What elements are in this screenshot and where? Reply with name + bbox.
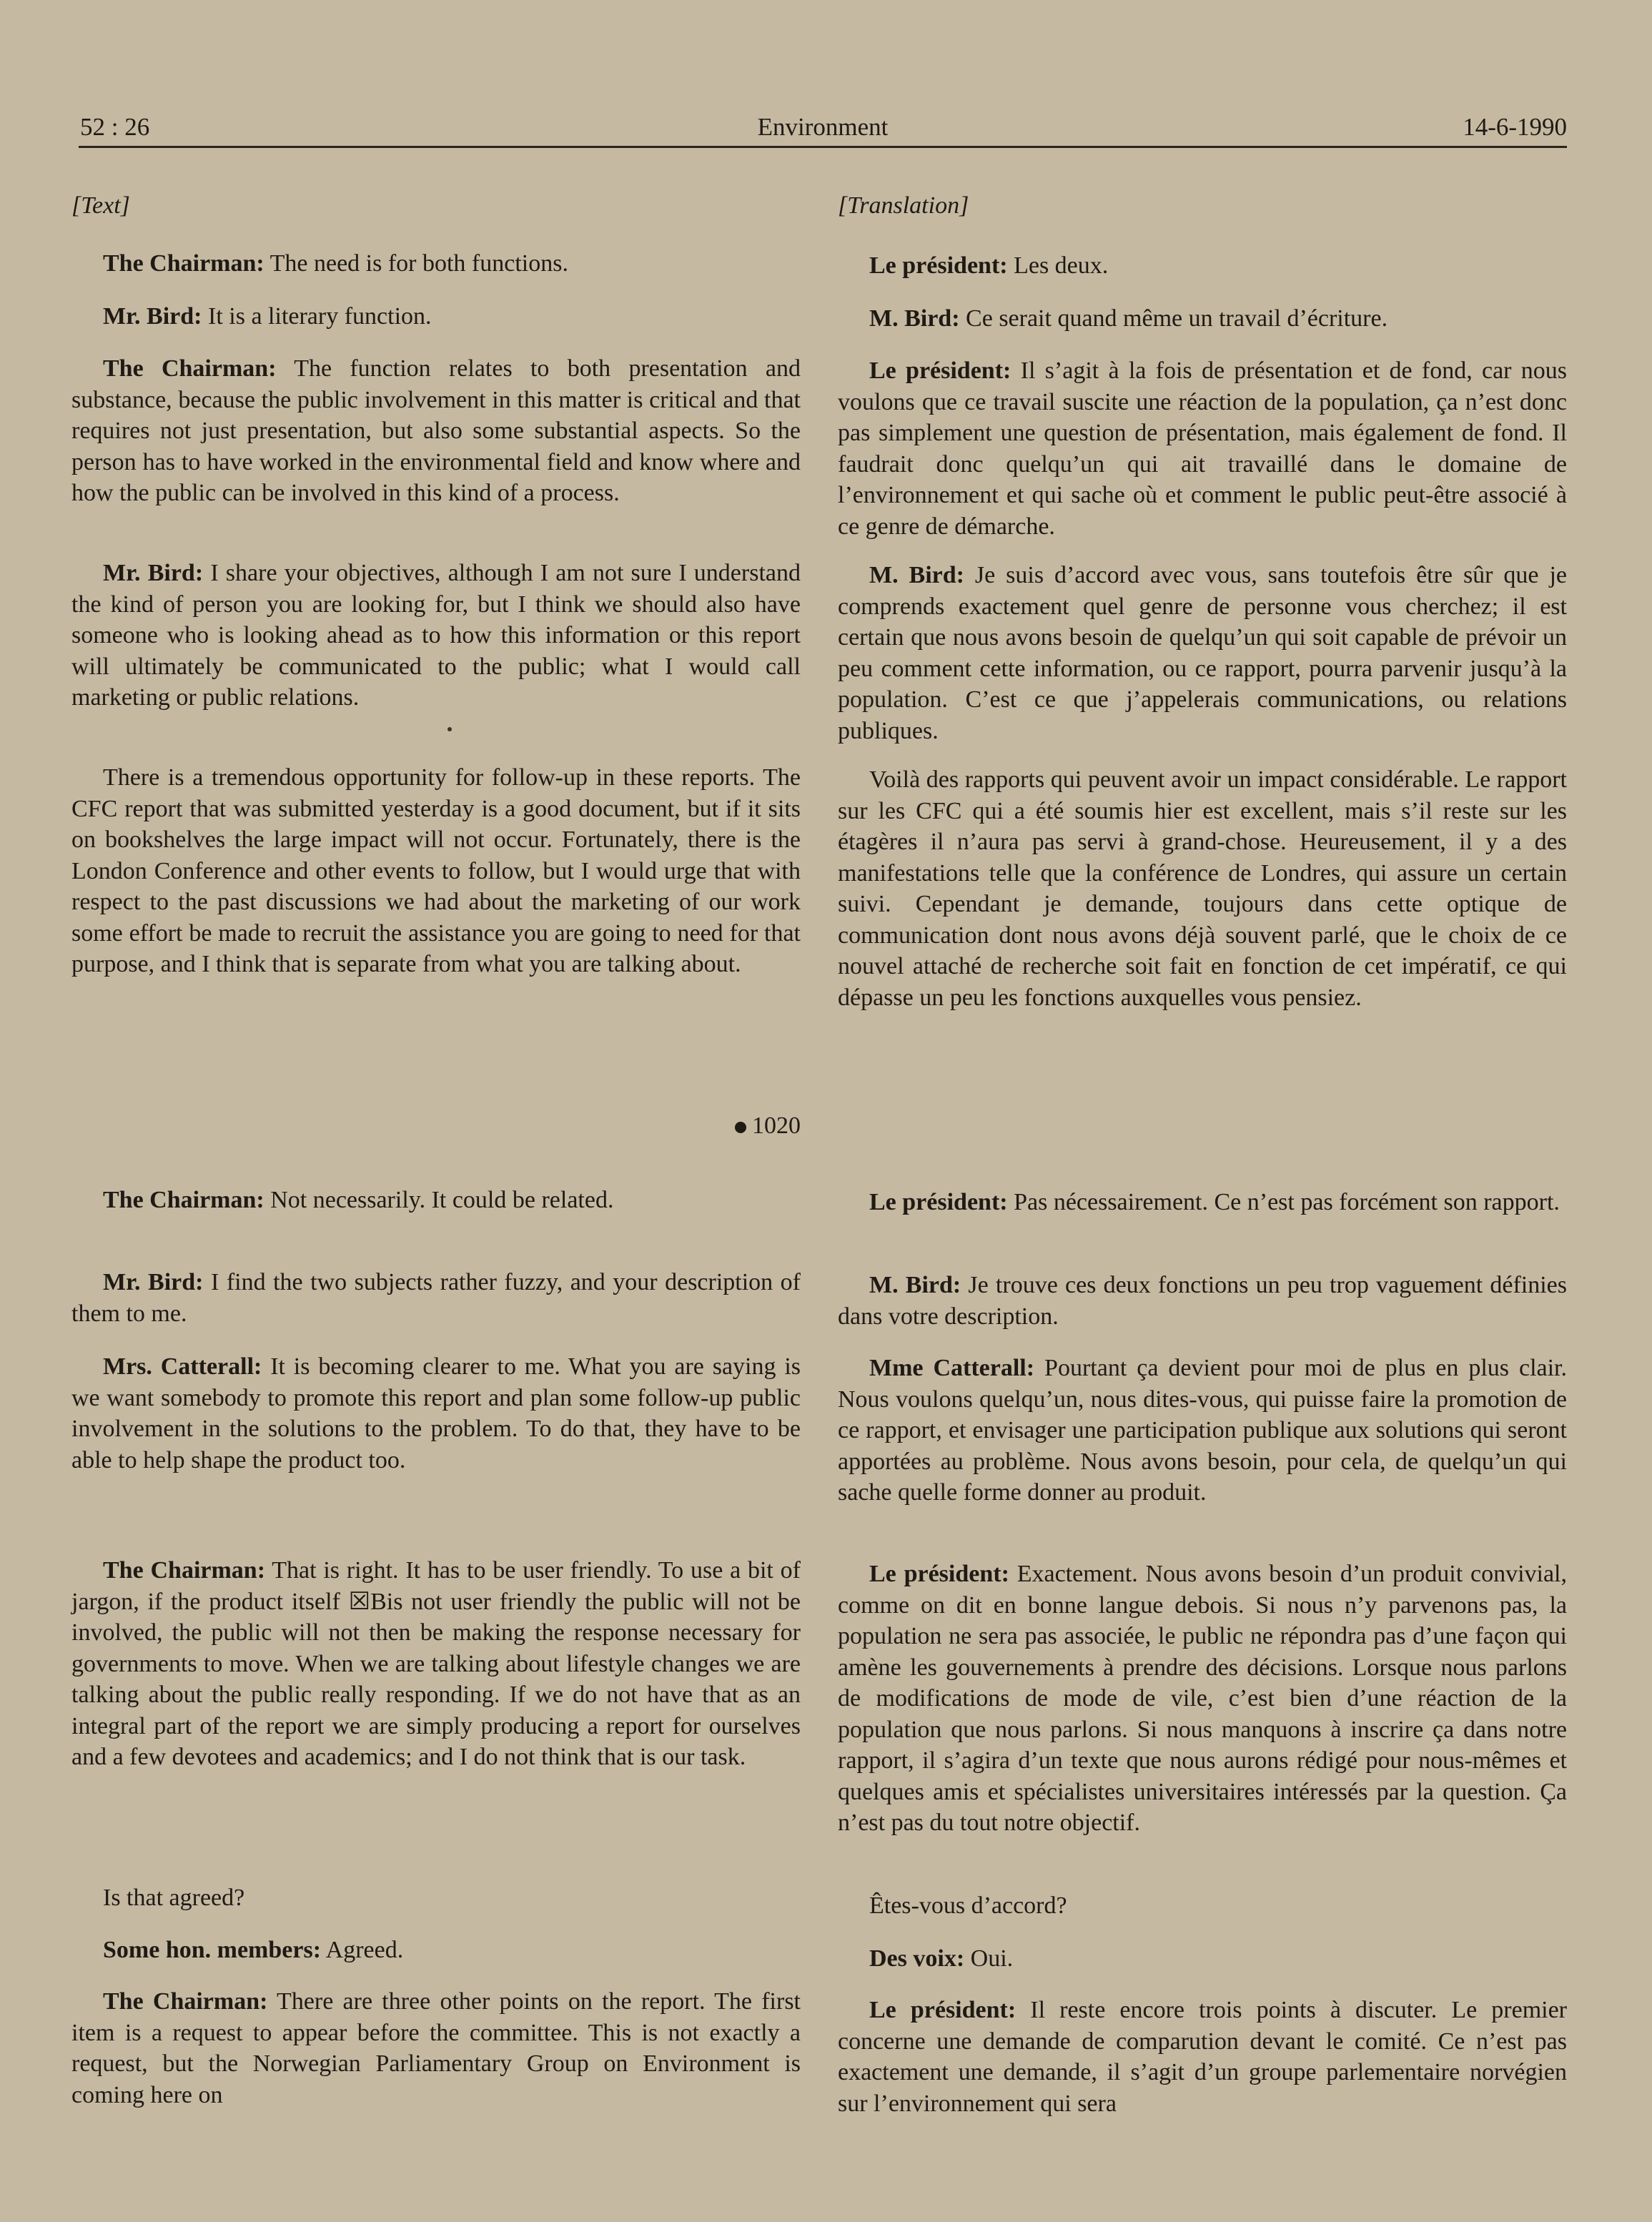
speaker: Mme Catterall: [869,1355,1035,1381]
speaker: The Chairman: [103,1557,266,1584]
right-para-11 [838,1943,1567,1975]
right-para-3 [838,355,1567,542]
speech: I share your objectives, although I am not sure I understand the kind of person you are looking for, but I think we should also have someone who is looking ahead as to how this information or this report will ultimately be communicated to the public; what I would call marketing or public relations. [71,560,801,711]
speaker: Le président: [869,252,1008,279]
speaker: The Chairman: [103,1988,268,2015]
right-para-1 [838,250,1567,282]
left-para-5 [71,762,801,980]
left-para-12 [71,1986,801,2110]
left-para-4 [71,558,801,713]
speech: Pourtant ça devient pour moi de plus en plus clair. Nous voulons quelqu’un, nous dites-vous, qui puisse faire la promotion de ce rapport, et envisager une participation publique aux solutions qui seront apportées au problème. Nous avons besoin, pour cela, de quelqu’un qui sache quelle forme donner au produit. [838,1355,1567,1506]
right-para-7 [838,1270,1567,1332]
page-date: 14-6-1990 [1463,113,1567,141]
left-para-3 [71,353,801,509]
right-para-12 [838,1995,1567,2119]
page-number: 52 : 26 [80,113,150,141]
left-para-9 [71,1555,801,1773]
translation-label: [Translation] [838,192,969,219]
speech: Il s’agit à la fois de présentation et de fond, car nous voulons que ce travail suscite une réaction de la population, ça n’est donc pas simplement une question de présentation, mais également de fond. Il faudrait donc quelqu’un qui ait travaillé dans le domaine de l’environnement et qui sache où et comment le public peut-être associé à ce genre de démarche. [838,357,1568,540]
speaker: M. Bird: [869,1272,961,1298]
speech: Je trouve ces deux fonctions un peu trop vaguement définies dans votre description. [838,1272,1567,1330]
committee-name: Environment [757,113,889,141]
speech: That is right. It has to be user friendly. To use a bit of jargon, if the product itself ☒Bis not user friendly the public will not be involved, the public will not then be making the response necessary for governments to move. When we are talking about lifestyle changes we are talking about the public really responding. If we do not have that as an integral part of the report we are simply producing a report for ourselves and a few devotees and academics; and I do not think that is our task. [71,1557,801,1770]
right-para-5 [838,764,1567,1013]
speech: Êtes-vous d’accord? [869,1892,1067,1919]
time-marker [722,1112,801,1140]
stray-mark [447,727,452,731]
speech: Oui. [964,1945,1014,1972]
left-para-8 [71,1351,801,1476]
speech: It is a literary function. [202,303,432,330]
right-para-10 [838,1890,1567,1922]
speaker: The Chairman: [103,1187,264,1213]
speaker: Le président: [869,357,1012,384]
speech: I find the two subjects rather fuzzy, and your description of them to me. [71,1269,801,1327]
left-para-2 [71,301,801,332]
speaker: Mr. Bird: [103,560,204,586]
speaker: Le président: [869,1561,1009,1587]
speaker: Some hon. members: [103,1937,322,1963]
speech: Il reste encore trois points à discuter. Le premier concerne une demande de comparution devant le comité. Ce n’est pas exactement une demande, il s’agit d’un groupe parlementaire norvégien sur l’environnement qui sera [838,1997,1567,2117]
page-header [79,106,1567,148]
speaker: The Chairman: [103,250,264,277]
time-marker-value: 1020 [752,1112,801,1139]
left-para-11 [71,1935,801,1966]
speech: Is that agreed? [103,1885,245,1911]
speech: Voilà des rapports qui peuvent avoir un impact considérable. Le rapport sur les CFC qui a été soumis hier est excellent, mais s’il reste sur les étagères il n’aura pas servi à grand-chose. Heureusement, il y a des manifestations telle que la conférence de Londres, qui assure un certain suivi. Cependant je demande, toujours dans cette optique de communication dont nous avons déjà souvent parlé, que le choix de ce nouvel attaché de recherche soit fait en fonction de cet impératif, ce qui dépasse un peu les fonctions auxquelles vous pensiez. [838,766,1567,1011]
left-para-10 [71,1882,801,1914]
speaker: Des voix: [869,1945,965,1972]
speech: It is becoming clearer to me. What you are saying is we want somebody to promote this report and plan some follow-up public involvement in the solutions to the problem. To do that, they have to be able to help shape the product too. [71,1353,801,1473]
bullet-icon [735,1122,746,1133]
left-para-1 [71,248,801,280]
speaker: Mrs. Catterall: [103,1353,262,1380]
speaker: Le président: [869,1997,1017,2023]
speaker: The Chairman: [103,355,277,382]
right-para-9 [838,1559,1567,1839]
speech: There are three other points on the report. The first item is a request to appear before the committee. This is not exactly a request, but the Norwegian Parliamentary Group on Environment is coming here on [71,1988,801,2108]
left-para-7 [71,1267,801,1329]
speech: The function relates to both presentation and substance, because the public involvement in this matter is critical and that requires not just presentation, but also some substantial aspects. So the person has to have worked in the environmental field and know where and how the public can be involved in this kind of a process. [71,355,801,506]
speech: Not necessarily. It could be related. [264,1187,614,1213]
right-para-8 [838,1353,1567,1509]
right-para-2 [838,303,1567,335]
right-para-6 [838,1187,1567,1218]
speech: The need is for both functions. [264,250,568,277]
speech: Les deux. [1007,252,1109,279]
left-para-6 [71,1185,801,1216]
speech: Ce serait quand même un travail d’écriture. [959,305,1388,332]
right-para-4 [838,560,1567,746]
speaker: Le président: [869,1189,1008,1215]
speech: Agreed. [321,1937,404,1963]
speaker: M. Bird: [869,562,964,588]
speaker: Mr. Bird: [103,1269,204,1295]
speaker: Mr. Bird: [103,303,202,330]
speech: Je suis d’accord avec vous, sans toutefois être sûr que je comprends exactement quel genre de personne vous cherchez; il est certain que nous avons besoin de quelqu’un qui soit capable de prévoir un peu comment cette information, ou ce rapport, pourra parvenir jusqu’à la population. C’est ce que j’appelerais communications, ou relations publiques. [838,562,1567,744]
text-label: [Text] [71,192,130,219]
speaker: M. Bird: [869,305,960,332]
speech: There is a tremendous opportunity for follow-up in these reports. The CFC report that was submitted yesterday is a good document, but if it sits on bookshelves the large impact will not occur. Fortunately, there is the London Conference and other events to follow, but I would urge that with respect to the past discussions we had about the marketing of our work some effort be made to recruit the assistance you are going to need for that purpose, and I think that is separate from what you are talking about. [71,764,801,977]
speech: Pas nécessairement. Ce n’est pas forcément son rapport. [1007,1189,1560,1215]
speech: Exactement. Nous avons besoin d’un produit convivial, comme on dit en bonne langue debois. Si nous n’y parvenons pas, la population ne sera pas associée, le public ne répondra pas d’une façon qui amène les gouvernements à prendre des décisions. Lorsque nous parlons de modifications de mode de vile, c’est bien d’une réaction de la population que nous parlons. Si nous manquons à inscrire ça dans notre rapport, il s’agira d’un texte que nous aurons rédigé pour nous-mêmes et quelques amis et spécialistes universitaires intéressés par la question. Ça n’est pas du tout notre objectif. [838,1561,1567,1836]
